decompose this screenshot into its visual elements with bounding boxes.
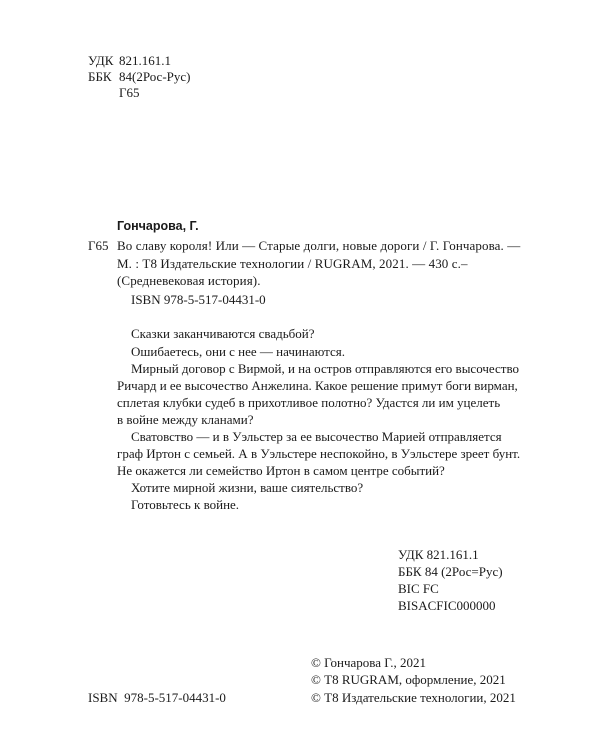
- annotation-line: Мирный договор с Вирмой, и на остров отправляются его высочество: [131, 361, 519, 376]
- classification-line: ББК 84 (2Рос=Рус): [398, 564, 503, 579]
- annotation-line: Ричард и ее высочество Анжелина. Какое решение примут боги вирман,: [117, 378, 518, 393]
- bbk-value: 84(2Рос-Рус): [119, 69, 191, 84]
- copyright-line: © Т8 RUGRAM, оформление, 2021: [311, 672, 506, 687]
- annotation-line: сплетая клубки судеб в прихотливое полотно? Удастся ли им уцелеть: [117, 395, 501, 410]
- annotation-line: Хотите мирной жизни, ваше сиятельство?: [131, 480, 364, 495]
- classification-line: BISACFIC000000: [398, 598, 496, 613]
- udk-label: УДК: [88, 53, 114, 68]
- bbk-label: ББК: [88, 69, 112, 84]
- annotation-line: Сватовство — и в Уэльстер за ее высочество Марией отправляется: [131, 429, 502, 444]
- catalog-line: (Средневековая история).: [117, 273, 261, 288]
- catalog-line: Во славу короля! Или — Старые долги, новые дороги / Г. Гончарова. —: [117, 238, 521, 253]
- annotation-line: Не окажется ли семейство Иртон в самом центре событий?: [117, 463, 445, 478]
- annotation-line: в войне между кланами?: [117, 412, 254, 427]
- classification-line: УДК 821.161.1: [398, 547, 479, 562]
- catalog-isbn: ISBN 978-5-517-04431-0: [131, 292, 266, 307]
- classification-line: BIC FC: [398, 581, 439, 596]
- catalog-line: М. : Т8 Издательские технологии / RUGRAM, 2021. — 430 с.–: [117, 256, 468, 271]
- author-heading: Гончарова, Г.: [117, 219, 199, 233]
- udk-value: 821.161.1: [119, 53, 171, 68]
- annotation-line: Ошибаетесь, они с нее — начинаются.: [131, 344, 345, 359]
- author-mark: Г65: [119, 85, 140, 100]
- copyright-line: © Гончарова Г., 2021: [311, 655, 427, 670]
- annotation-line: граф Иртон с семьей. А в Уэльстере неспокойно, в Уэльстере зреет бунт.: [117, 446, 521, 461]
- catalog-side-mark: Г65: [88, 238, 109, 253]
- annotation-line: Сказки заканчиваются свадьбой?: [131, 326, 315, 341]
- bottom-isbn: ISBN 978-5-517-04431-0: [88, 690, 226, 705]
- copyright-line: © Т8 Издательские технологии, 2021: [311, 690, 516, 705]
- top-classification-codes: [88, 53, 191, 101]
- annotation-line: Готовьтесь к войне.: [131, 497, 240, 512]
